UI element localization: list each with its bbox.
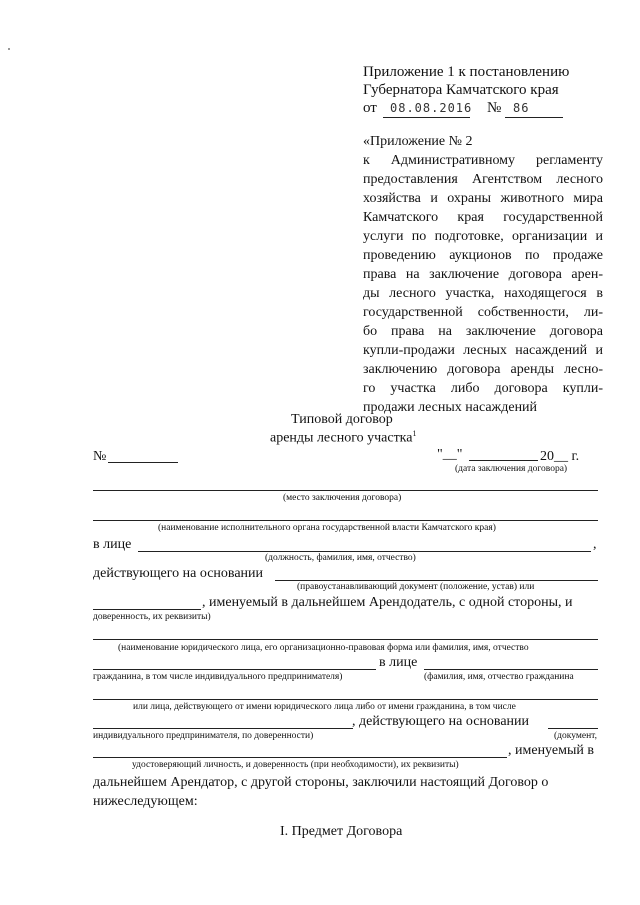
basis-field (275, 580, 598, 581)
appendix2-line: заключению договора аренды лесно- (363, 362, 603, 377)
lessor-text: , именуемый в дальнейшем Арендодатель, с одной стороны, и (202, 595, 573, 610)
contract-title-line-1: Типовой договор (291, 412, 393, 427)
appendix2-line: услуги по подготовке, организации и (363, 229, 603, 244)
legal-entity-field (93, 639, 598, 640)
appendix2-line: хозяйства и охраны животного мира (363, 191, 603, 206)
appendix2-title: «Приложение № 2 (363, 134, 473, 149)
citizen-caption: гражданина, в том числе индивидуального предпринимателя) (93, 672, 343, 682)
identity-caption: удостоверяющий личность, и доверенность (при необходимости), их реквизиты) (132, 760, 459, 770)
appendix2-line: бо права на заключение договора (363, 324, 603, 339)
named-label: , именуемый в (508, 743, 594, 758)
in-person-label: в лице (93, 537, 132, 552)
person-comma: , (593, 537, 597, 552)
appendix-line-1: Приложение 1 к постановлению (363, 64, 570, 80)
citizen-field (93, 669, 376, 670)
representative-field (93, 699, 598, 700)
number-underline (505, 117, 563, 118)
contract-title-text: аренды лесного участка (270, 430, 413, 446)
legal-entity-caption: (наименование юридического лица, его организационно-правовая форма или фамилия, имя, отчество (118, 643, 529, 653)
footnote-mark: 1 (412, 429, 417, 438)
date-year: 20__ г. (540, 449, 580, 464)
citizen-fio-field (424, 669, 598, 670)
contract-number-field (108, 462, 178, 463)
appendix2-line: предоставления Агентством лесного (363, 172, 603, 187)
appendix-line-2: Губернатора Камчатского края (363, 82, 559, 98)
person-field (138, 551, 591, 552)
contract-title-line-2 (270, 429, 417, 447)
appendix2-line: к Административному регламенту (363, 153, 603, 168)
basis-caption-1: (правоустанавливающий документ (положение, устав) или (297, 582, 535, 592)
date-month-field (469, 460, 538, 461)
resolution-number: 86 (513, 101, 530, 115)
appendix2-line: купли-продажи лесных насаждений и (363, 343, 603, 358)
citizen-fio-caption: (фамилия, имя, отчество гражданина (424, 672, 574, 682)
section-1-title: I. Предмет Договора (280, 824, 403, 839)
appendix2-line: го участка либо договора купли- (363, 381, 603, 396)
in-person-label-2: в лице (379, 655, 418, 670)
appendix2-line: права на заключение договора арен- (363, 267, 603, 282)
resolution-date: 08.08.2016 (390, 101, 473, 115)
identity-field (93, 757, 507, 758)
basis-field-continued (93, 609, 201, 610)
lessee-line-2: нижеследующем: (93, 794, 198, 809)
lessee-line-1: дальнейшем Арендатор, с другой стороны, заключили настоящий Договор о (93, 775, 549, 790)
representative-field-2 (93, 728, 353, 729)
acting-basis-label: действующего на основании (93, 566, 264, 581)
scan-speck (8, 48, 10, 50)
contract-number-label: № (93, 449, 107, 464)
authority-field (93, 520, 598, 521)
entrepreneur-caption: индивидуального предпринимателя, по доверенности) (93, 731, 314, 741)
document-caption: (документ, (554, 731, 597, 741)
date-quote: "__" (437, 447, 463, 462)
place-caption: (место заключения договора) (283, 493, 402, 503)
appendix2-line: продажи лесных насаждений (363, 400, 538, 415)
appendix2-line: Камчатского края государственной (363, 210, 603, 225)
date-caption: (дата заключения договора) (455, 464, 568, 474)
acting-basis-label-2: , действующего на основании (352, 714, 530, 729)
appendix2-line: ды лесного участка, находящегося в (363, 286, 603, 301)
representative-caption: или лица, действующего от имени юридического лица либо от имени гражданина, в том числе (133, 702, 516, 712)
person-caption: (должность, фамилия, имя, отчество) (265, 553, 416, 563)
place-field (93, 490, 598, 491)
basis-field-2 (548, 728, 598, 729)
basis-caption-2: доверенность, их реквизиты) (93, 612, 211, 622)
from-label: от (363, 100, 377, 116)
number-label: № (487, 100, 502, 116)
date-underline (383, 117, 470, 118)
appendix2-line: проведению аукционов по продаже (363, 248, 603, 263)
appendix2-line: государственной собственности, ли- (363, 305, 603, 320)
authority-caption: (наименование исполнительного органа государственной власти Камчатского края) (158, 523, 496, 533)
